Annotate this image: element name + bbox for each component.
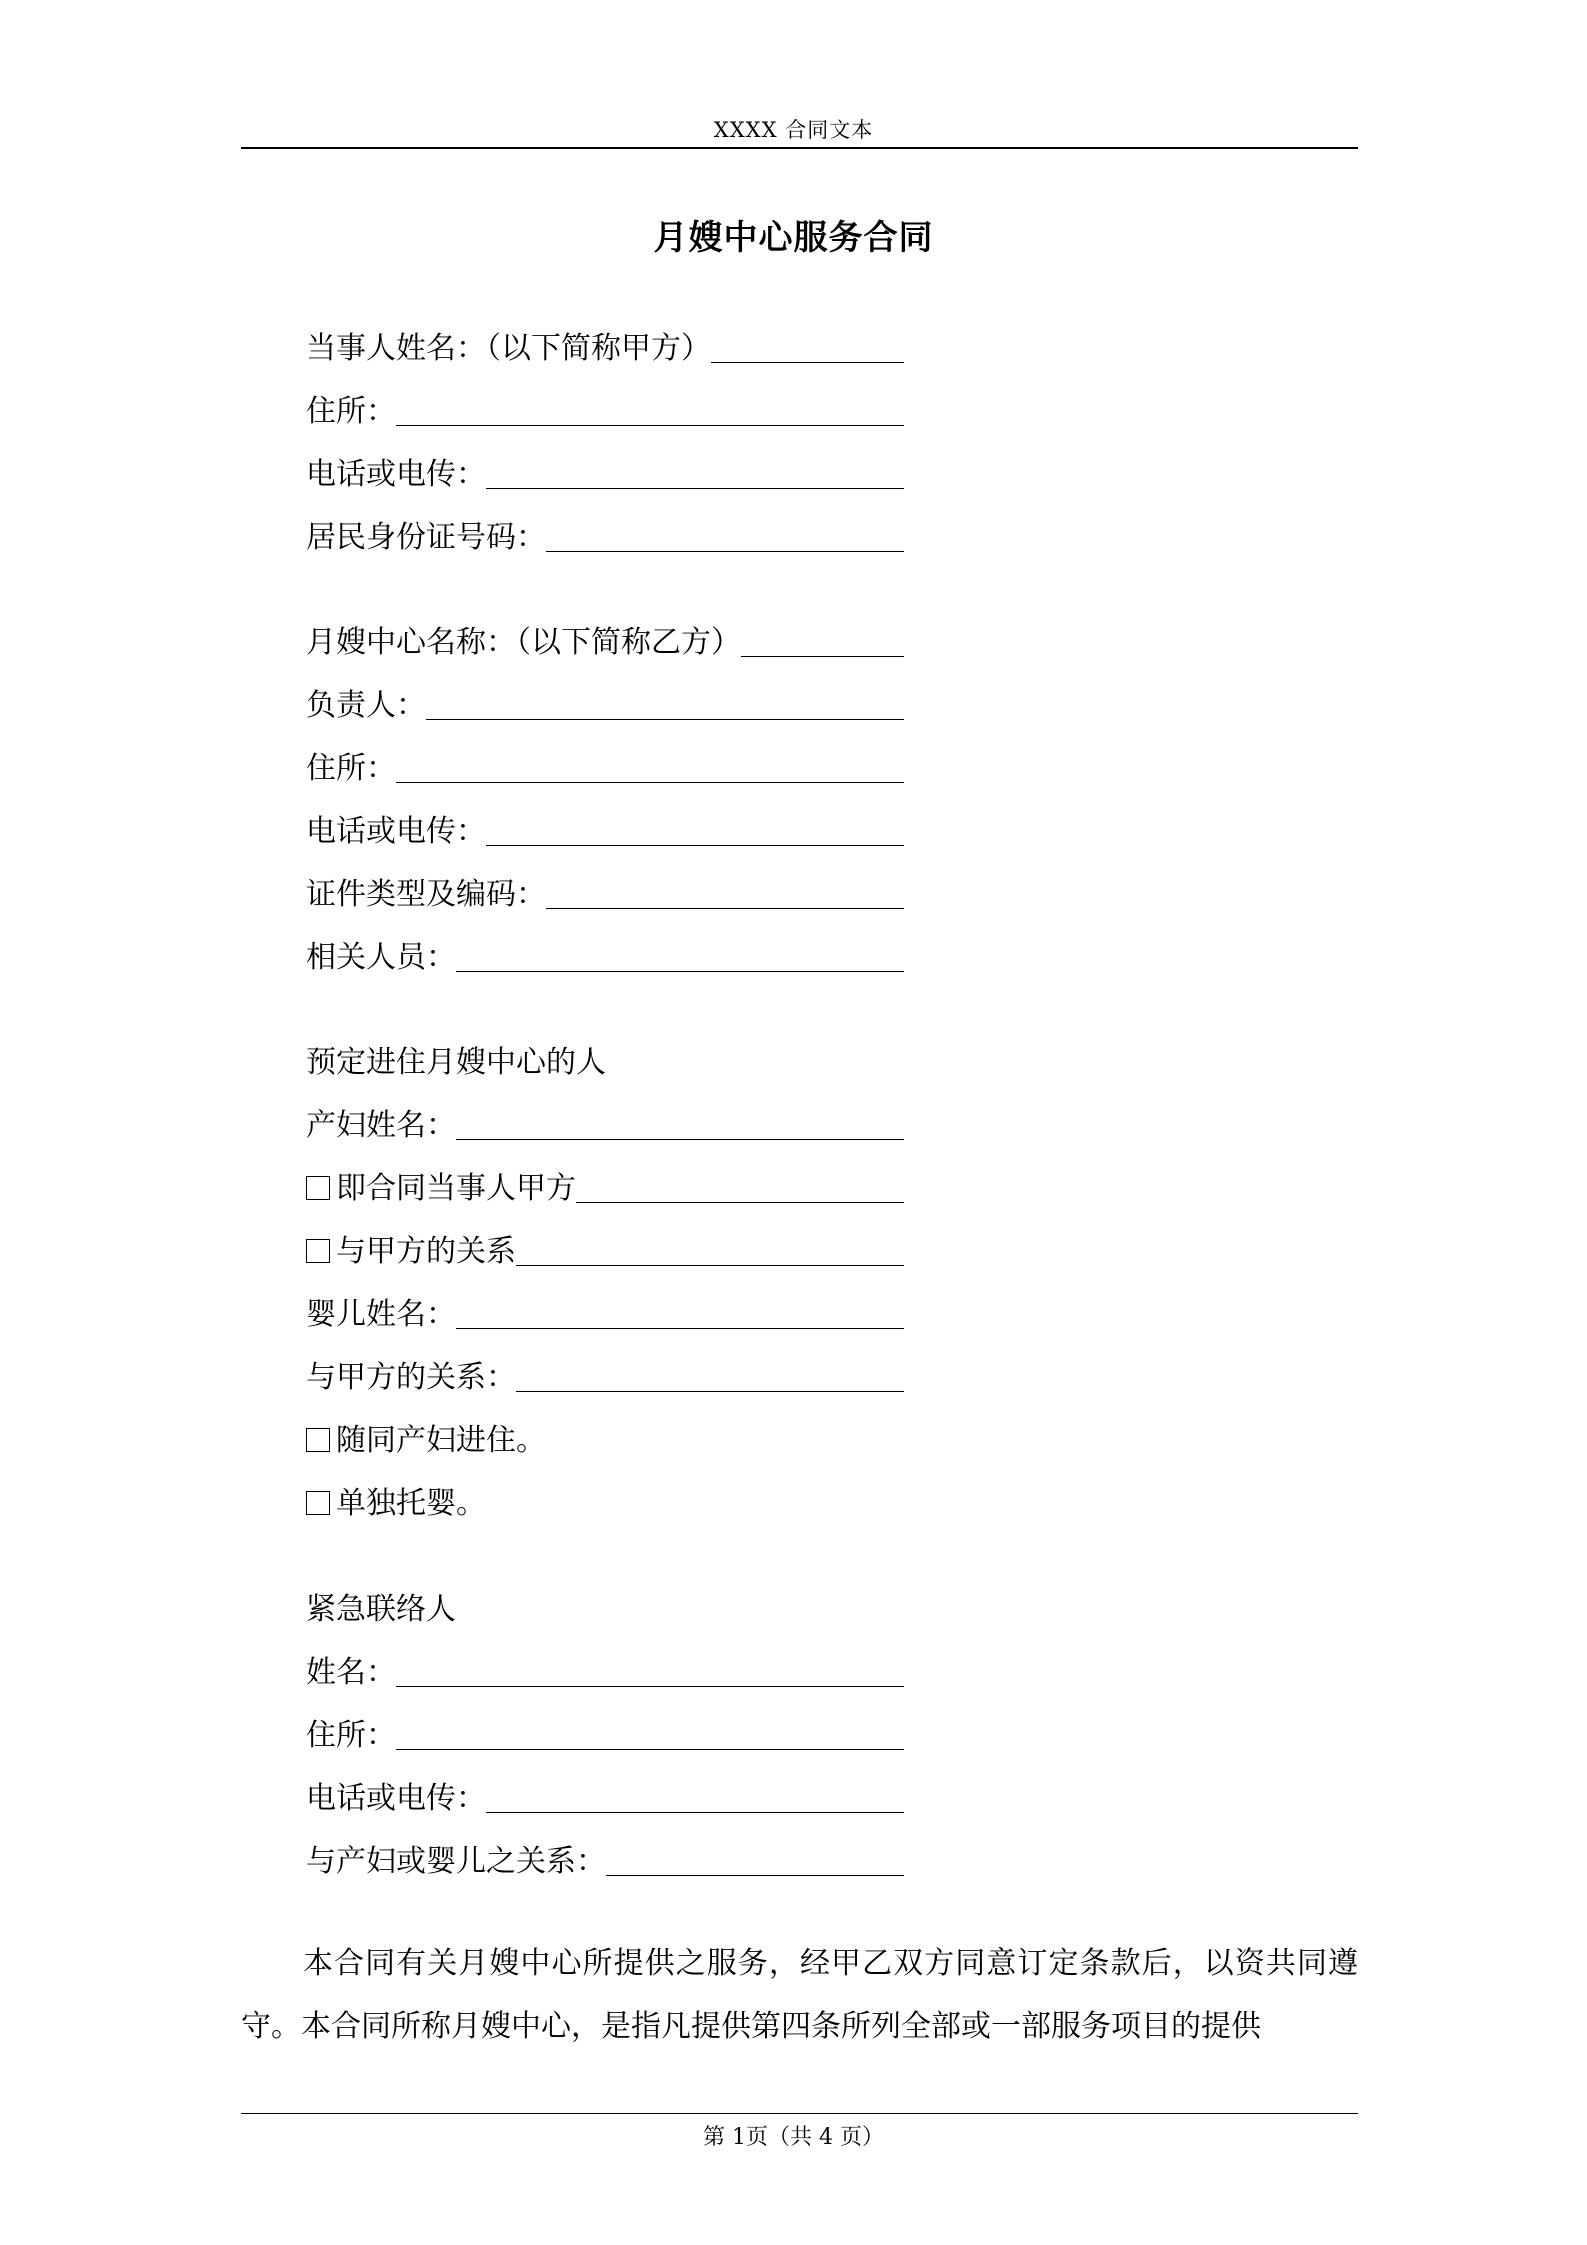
party-b-head-label: 负责人：	[306, 688, 426, 723]
emergency-relation-blank[interactable]	[606, 1875, 904, 1876]
party-b-cert-row	[306, 873, 904, 917]
opt-self-label-wrap	[306, 1167, 576, 1211]
party-a-name-label: 当事人姓名：（以下简称甲方）	[306, 331, 711, 366]
body-paragraph: 本合同有关月嫂中心所提供之服务，经甲乙双方同意订定条款后，以资共同遵守。本合同所称月嫂中心，是指凡提供第四条所列全部或一部服务项目的提供	[241, 1946, 1358, 2044]
opt-alone-wrap	[306, 1482, 486, 1526]
party-a-id-row	[306, 516, 904, 560]
party-b-address-label: 住所：	[306, 751, 396, 786]
opt-self-blank[interactable]	[576, 1202, 904, 1203]
emergency-address-row	[306, 1714, 904, 1758]
baby-name-label: 婴儿姓名：	[306, 1297, 456, 1332]
opt-relation-checkbox[interactable]	[306, 1239, 330, 1263]
emergency-heading	[306, 1588, 456, 1632]
party-b-cert-blank[interactable]	[546, 908, 904, 909]
opt-relation-label: 与甲方的关系	[336, 1234, 516, 1269]
document-title: 月嫂中心服务合同	[653, 218, 934, 258]
resident-heading-text: 预定进住月嫂中心的人	[306, 1045, 606, 1080]
party-a-name-blank[interactable]	[711, 362, 904, 363]
party-b-phone-blank[interactable]	[486, 845, 904, 846]
opt-with-mother-wrap	[306, 1419, 546, 1463]
party-b-cert-label: 证件类型及编码：	[306, 877, 546, 912]
page-header: XXXX 合同文本	[713, 118, 874, 142]
party-b-phone-label: 电话或电传：	[306, 814, 486, 849]
emergency-name-row	[306, 1651, 904, 1695]
resident-heading	[306, 1041, 606, 1085]
party-b-name-row	[306, 621, 904, 665]
emergency-address-blank[interactable]	[396, 1749, 904, 1750]
party-a-name-row	[306, 327, 904, 371]
party-b-phone-row	[306, 810, 904, 854]
mother-name-blank[interactable]	[456, 1139, 904, 1140]
party-a-address-label: 住所：	[306, 394, 396, 429]
emergency-heading-text: 紧急联络人	[306, 1592, 456, 1627]
opt-relation-row	[306, 1230, 904, 1274]
emergency-name-label: 姓名：	[306, 1655, 396, 1690]
opt-relation-blank[interactable]	[516, 1265, 904, 1266]
emergency-relation-row	[306, 1840, 904, 1884]
opt-with-mother-checkbox[interactable]	[306, 1428, 330, 1452]
emergency-phone-blank[interactable]	[486, 1812, 904, 1813]
footer-divider	[241, 2113, 1358, 2114]
emergency-phone-row	[306, 1777, 904, 1821]
party-b-staff-row	[306, 936, 904, 980]
baby-relation-row	[306, 1356, 904, 1400]
emergency-address-label: 住所：	[306, 1718, 396, 1753]
emergency-phone-label: 电话或电传：	[306, 1781, 486, 1816]
baby-name-row	[306, 1293, 904, 1337]
opt-self-checkbox[interactable]	[306, 1176, 330, 1200]
party-b-head-row	[306, 684, 904, 728]
party-b-name-blank[interactable]	[741, 656, 904, 657]
opt-alone-row	[306, 1482, 486, 1526]
header-divider	[241, 147, 1358, 149]
opt-with-mother-label: 随同产妇进住。	[336, 1423, 546, 1458]
mother-name-row	[306, 1104, 904, 1148]
party-b-staff-label: 相关人员：	[306, 940, 456, 975]
party-a-phone-blank[interactable]	[486, 488, 904, 489]
party-b-address-blank[interactable]	[396, 782, 904, 783]
party-a-id-blank[interactable]	[546, 551, 904, 552]
party-b-name-label: 月嫂中心名称：（以下简称乙方）	[306, 625, 741, 660]
opt-self-row	[306, 1167, 904, 1211]
emergency-relation-label: 与产妇或婴儿之关系：	[306, 1844, 606, 1879]
party-b-address-row	[306, 747, 904, 791]
opt-alone-checkbox[interactable]	[306, 1491, 330, 1515]
party-a-id-label: 居民身份证号码：	[306, 520, 546, 555]
opt-relation-label-wrap	[306, 1230, 516, 1274]
party-b-head-blank[interactable]	[426, 719, 904, 720]
party-a-address-blank[interactable]	[396, 425, 904, 426]
opt-alone-label: 单独托婴。	[336, 1486, 486, 1521]
party-a-address-row	[306, 390, 904, 434]
opt-with-mother-row	[306, 1419, 546, 1463]
party-a-phone-label: 电话或电传：	[306, 457, 486, 492]
emergency-name-blank[interactable]	[396, 1686, 904, 1687]
baby-relation-blank[interactable]	[516, 1391, 904, 1392]
party-a-phone-row	[306, 453, 904, 497]
mother-name-label: 产妇姓名：	[306, 1108, 456, 1143]
page-number: 第 1页（共 4 页）	[703, 2125, 884, 2150]
party-b-staff-blank[interactable]	[456, 971, 904, 972]
baby-name-blank[interactable]	[456, 1328, 904, 1329]
baby-relation-label: 与甲方的关系：	[306, 1360, 516, 1395]
opt-self-label: 即合同当事人甲方	[336, 1171, 576, 1206]
